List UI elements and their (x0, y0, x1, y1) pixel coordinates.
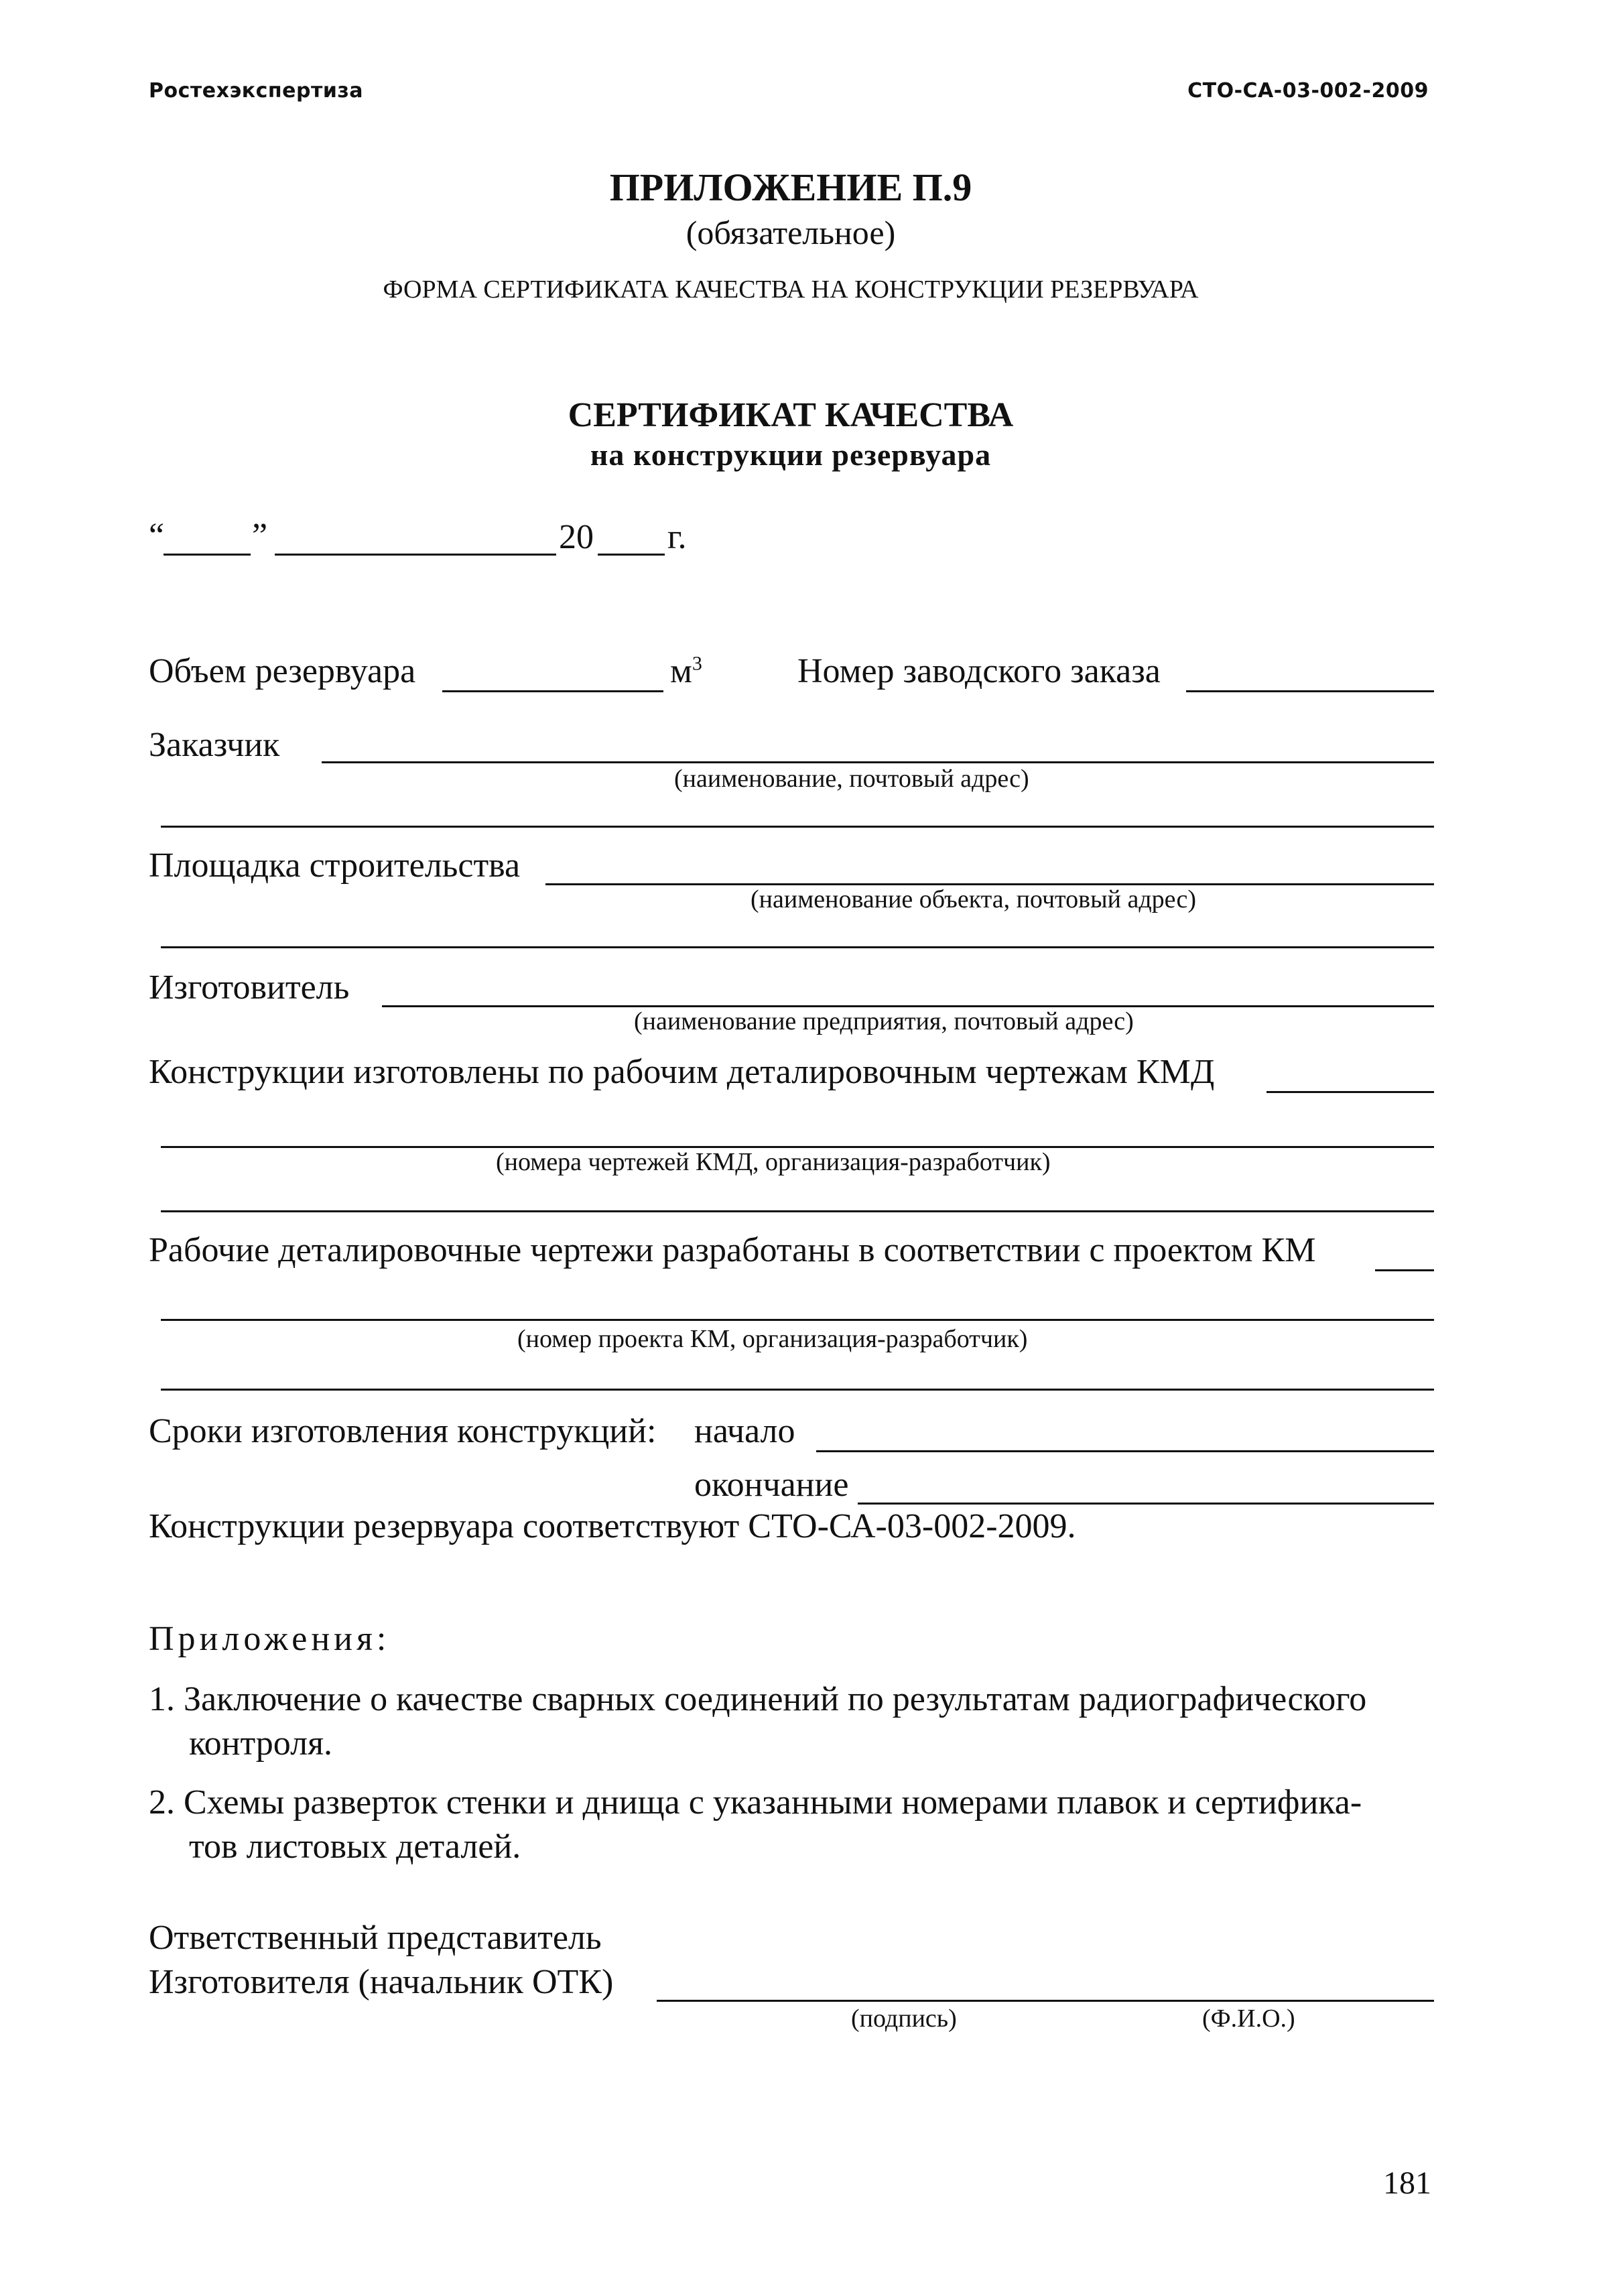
appendix-status: (обязательное) (686, 214, 896, 251)
terms-end-blank[interactable] (858, 1503, 1434, 1505)
terms-label: Сроки изготовления конструкций: (149, 1412, 657, 1450)
km-blank-2[interactable] (161, 1319, 1434, 1321)
volume-unit: $м^3$ (670, 652, 702, 690)
customer-hint: (наименование, почтовый адрес) (674, 765, 1029, 793)
signature-line-2: Изготовителя (начальник ОТК) (149, 1963, 614, 2001)
order-label: Номер заводского заказа (797, 652, 1161, 690)
certificate-subtitle: на конструкции резервуара (590, 438, 992, 472)
volume-blank[interactable] (442, 690, 663, 692)
form-title: ФОРМА СЕРТИФИКАТА КАЧЕСТВА НА КОНСТРУКЦИИ РЕЗЕРВУАРА (383, 275, 1199, 304)
kmd-hint: (номера чертежей КМД, организация-разработчик) (496, 1148, 1051, 1176)
site-hint: (наименование объекта, почтовый адрес) (751, 885, 1196, 913)
date-open-quote: “ (149, 517, 165, 555)
site-label: Площадка строительства (149, 846, 521, 885)
attachment-item-2-line-2: тов листовых деталей. (189, 1828, 521, 1866)
order-blank[interactable] (1186, 690, 1434, 692)
date-year-blank[interactable] (598, 554, 665, 556)
terms-start-blank[interactable] (816, 1450, 1434, 1452)
manufacturer-label: Изготовитель (149, 968, 350, 1007)
km-blank[interactable] (1375, 1269, 1434, 1271)
header-doc-code: СТО-СА-03-002-2009 (1187, 79, 1429, 103)
attachments-heading: Приложения: (149, 1620, 391, 1658)
attachment-item-2-line-1: 2. Схемы разверток стенки и днища с указанными номерами плавок и сертифика- (149, 1783, 1362, 1822)
site-blank-2[interactable] (161, 946, 1434, 948)
kmd-blank-3[interactable] (161, 1210, 1434, 1212)
km-label: Рабочие деталировочные чертежи разработаны в соответствии с проектом КМ (149, 1231, 1316, 1269)
customer-blank-2[interactable] (161, 826, 1434, 828)
header-org: Ростехэкспертиза (149, 79, 364, 103)
volume-unit-sup: 3 (692, 652, 702, 675)
customer-blank[interactable] (322, 761, 1434, 763)
appendix-title: ПРИЛОЖЕНИЕ П.9 (609, 166, 972, 209)
km-hint: (номер проекта КМ, организация-разработчик) (517, 1325, 1028, 1353)
signature-blank[interactable] (657, 2000, 1434, 2002)
page-number: 181 (1383, 2165, 1431, 2201)
attachment-item-1-line-1: 1. Заключение о качестве сварных соединений по результатам радиографического (149, 1680, 1367, 1718)
kmd-blank[interactable] (1267, 1091, 1434, 1093)
name-hint: (Ф.И.О.) (1202, 2004, 1295, 2033)
terms-end-label: окончание (694, 1466, 849, 1504)
date-month-blank[interactable] (275, 554, 556, 556)
date-close-quote: ” (252, 517, 268, 555)
compliance-text: Конструкции резервуара соответствуют СТО-СА-03-002-2009. (149, 1507, 1076, 1545)
signature-hint: (подпись) (851, 2004, 957, 2033)
terms-start-label: начало (694, 1412, 795, 1450)
certificate-title: СЕРТИФИКАТ КАЧЕСТВА (568, 396, 1014, 434)
date-year-prefix: 20 (559, 518, 594, 556)
customer-label: Заказчик (149, 726, 280, 764)
signature-line-1: Ответственный представитель (149, 1919, 602, 1957)
manufacturer-hint: (наименование предприятия, почтовый адрес) (634, 1007, 1134, 1035)
date-year-suffix: г. (667, 518, 687, 556)
volume-label: Объем резервуара (149, 652, 416, 690)
date-day-blank[interactable] (164, 554, 251, 556)
attachment-item-1-line-2: контроля. (189, 1724, 332, 1763)
kmd-label: Конструкции изготовлены по рабочим деталировочным чертежам КМД (149, 1053, 1215, 1091)
km-blank-3[interactable] (161, 1389, 1434, 1391)
